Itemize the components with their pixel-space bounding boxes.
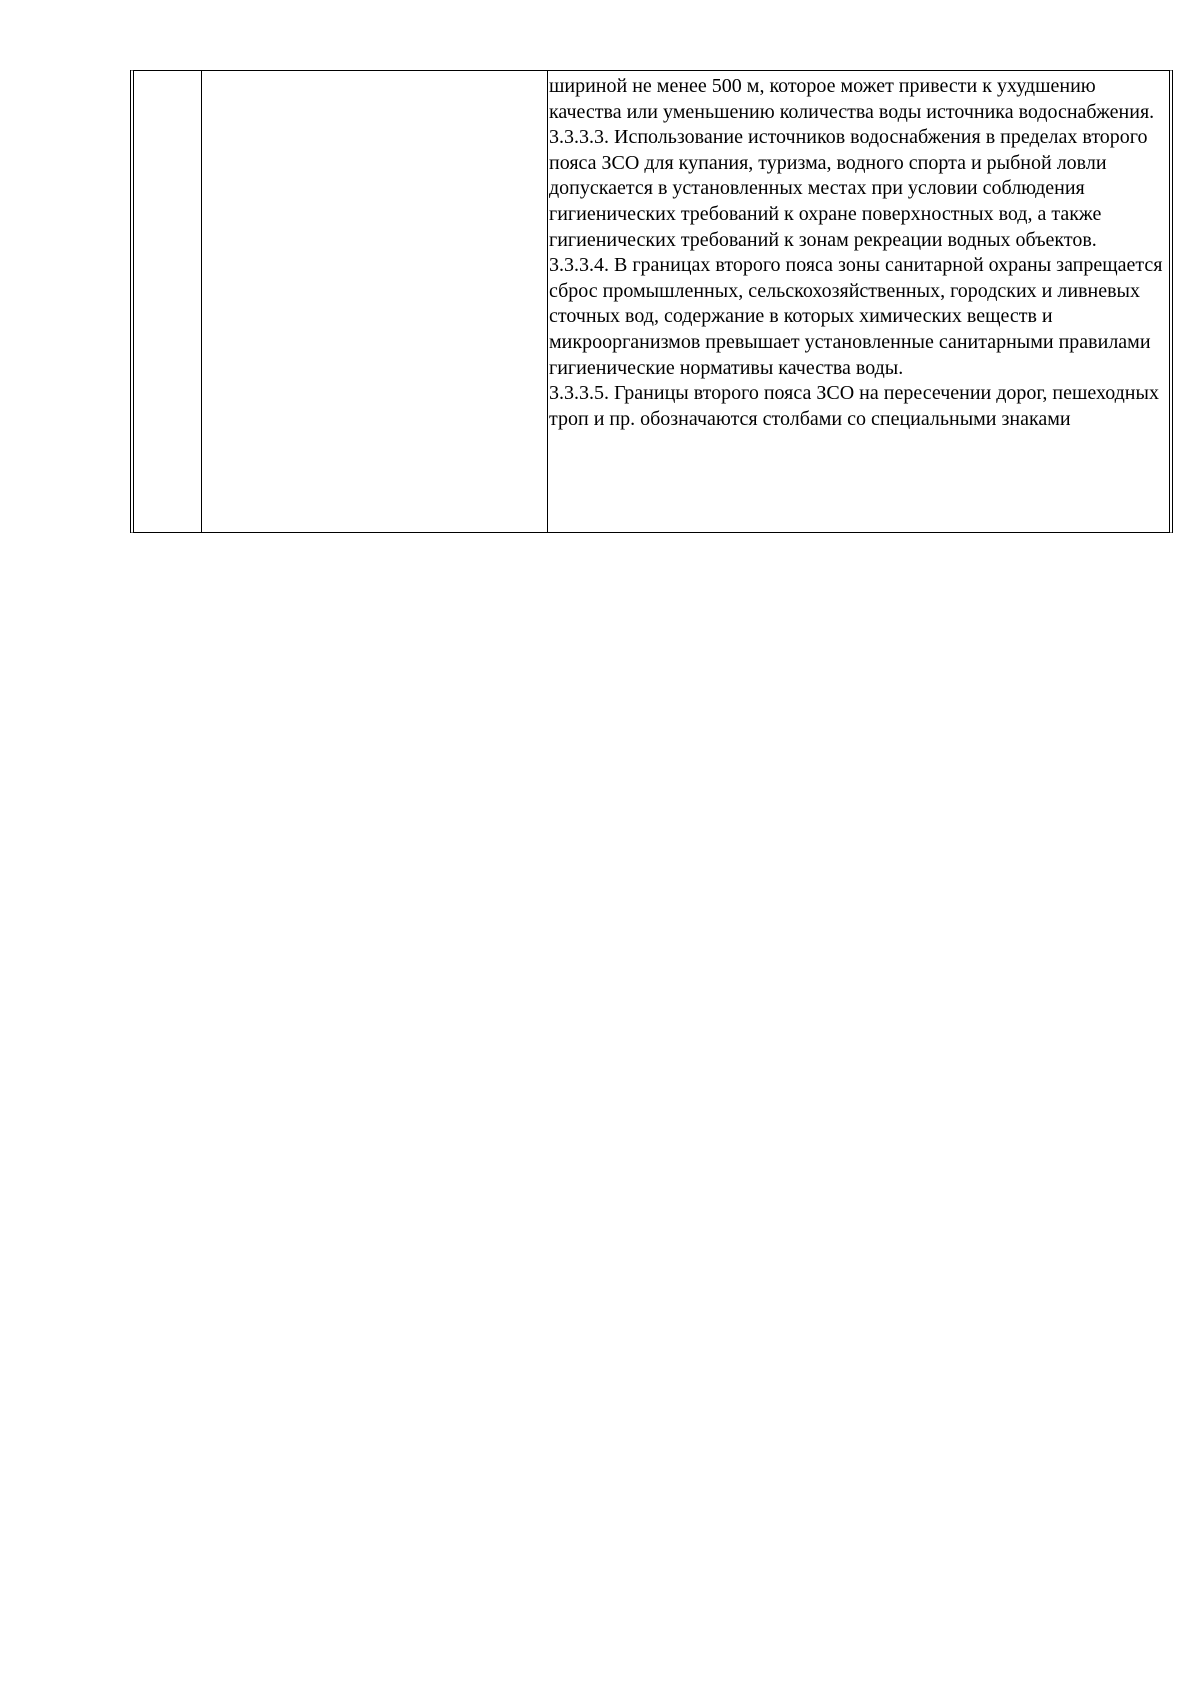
- table-cell-name: [202, 71, 548, 532]
- paragraph-3-3-3-4: 3.3.3.4. В границах второго пояса зоны санитарной охраны запрещается сброс промышленных, сельскохозяйственных, городских и ливневых сточных вод, содержание в которых химических веществ и микроорганизмов превышает установленные санитарными правилами гигиенические нормативы качества воды.: [549, 254, 1163, 379]
- paragraph-3-3-3-5: 3.3.3.5. Границы второго пояса ЗСО на пересечении дорог, пешеходных троп и пр. обозначаются столбами со специальными знаками: [549, 382, 1159, 430]
- requirements-table: [130, 70, 1173, 533]
- paragraph-3-3-3-3: 3.3.3.3. Использование источников водоснабжения в пределах второго пояса ЗСО для купания, туризма, водного спорта и рыбной ловли допускается в установленных местах при условии соблюдения гигиенических требований к охране поверхностных вод, а также гигиенических требований к зонам рекреации водных объектов.: [549, 126, 1148, 251]
- table-cell-number: [134, 71, 202, 532]
- paragraph-continuation: шириной не менее 500 м, которое может привести к ухудшению качества или уменьшению количества воды источника водоснабжения.: [549, 75, 1155, 123]
- table-cell-text: [548, 71, 1169, 532]
